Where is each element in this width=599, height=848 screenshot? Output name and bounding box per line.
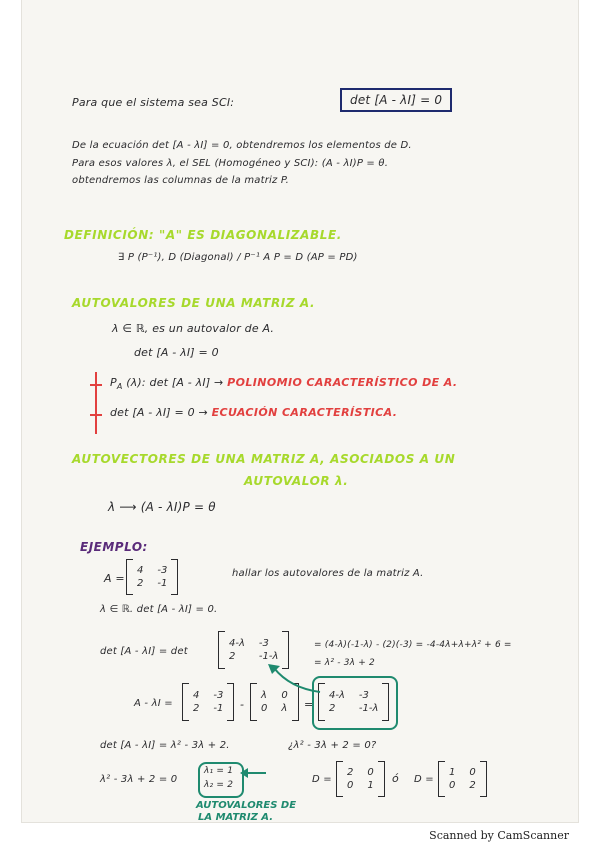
det-m22: -1-λ [258,651,279,662]
roots [204,764,233,792]
d2-12: 0 [469,767,476,778]
s1-22: -1 [213,703,224,714]
poly-red: POLINOMIO CARACTERÍSTICO DE A. [227,376,458,389]
header-line: Para que el sistema sea SCI: [72,96,235,109]
red-tick-1 [90,384,102,386]
red-tick-2 [90,414,102,416]
d2-21: 0 [449,780,456,791]
note-line-1: AUTOVALORES DE [196,800,297,811]
a12: -3 [157,565,168,576]
d1-22: 1 [367,780,374,791]
det-lhs: det [A - λI] = det [100,646,188,657]
eigenvalues-line-2: det [A - λI] = 0 [134,346,219,359]
red-brace [95,372,97,434]
note-line-2: LA MATRIZ A. [198,812,274,823]
eq-lhs: det [A - λI] = 0 → [110,406,208,419]
det-m11: 4-λ [229,638,245,649]
d1-21: 0 [347,780,354,791]
intro-line-1: De la ecuación det [A - λI] = 0, obtendremos los elementos de D. [72,140,412,151]
s3-21: 2 [329,703,336,714]
d1-12: 0 [367,767,374,778]
a11: 4 [137,565,144,576]
matrix-a [126,560,178,594]
root-2: λ₂ = 2 [204,780,234,790]
or-text: ó [392,772,399,785]
sub-matrix-1 [182,684,234,720]
definition-title: DEFINICIÓN: "A" ES DIAGONALIZABLE. [64,228,342,242]
sub-equals: = [304,698,314,711]
poly-p: P [110,376,117,389]
definition-line: ∃ P (P⁻¹), D (Diagonal) / P⁻¹ A P = D (AP = PD) [118,252,358,263]
root-1: λ₁ = 1 [204,766,234,776]
eigenvalues-line-1: λ ∈ ℝ, es un autovalor de A. [112,322,275,335]
det-rhs-2: = λ² - 3λ + 2 [314,658,375,668]
d-label-1: D = [312,774,332,785]
scanner-footer: Scanned by CamScanner [429,829,569,842]
example-line-3b: ¿λ² - 3λ + 2 = 0? [288,740,377,751]
s2-22: λ [281,703,288,714]
poly-sub: A [116,382,123,392]
s2-12: 0 [281,690,288,701]
s2-21: 0 [261,703,268,714]
char-poly-line [110,376,457,391]
eigenvectors-title-2: AUTOVALOR λ. [244,474,349,488]
a21: 2 [137,578,144,589]
s1-11: 4 [193,690,200,701]
s3-11: 4-λ [329,690,345,701]
d1-11: 2 [347,767,354,778]
example-line-3a: det [A - λI] = λ² - 3λ + 2. [100,740,230,751]
eq-red: ECUACIÓN CARACTERÍSTICA. [211,406,398,419]
det-rhs-1: = (4-λ)(-1-λ) - (2)(-3) = -4-4λ+λ+λ² + 6 = [314,640,512,650]
d-label-2: D = [414,774,434,785]
eigenvectors-title-1: AUTOVECTORES DE UNA MATRIZ A, ASOCIADOS A UN [72,452,456,466]
s3-22: -1-λ [358,703,379,714]
header-box: det [A - λI] = 0 [340,88,452,112]
sub-lhs: A - λI = [134,698,173,709]
example-title: EJEMPLO: [80,540,148,554]
teal-arrow-left [238,766,268,780]
s1-12: -3 [213,690,224,701]
d-matrix-1 [336,762,385,796]
example-line-4a: λ² - 3λ + 2 = 0 [100,774,178,785]
eigenvalues-title: AUTOVALORES DE UNA MATRIZ A. [72,296,316,310]
d2-11: 1 [449,767,456,778]
matrix-a-label: A = [104,572,125,585]
d2-22: 2 [469,780,476,791]
example-task: hallar los autovalores de la matriz A. [232,568,424,579]
s3-12: -3 [358,690,369,701]
det-m21: 2 [229,651,236,662]
d-matrix-2 [438,762,487,796]
intro-line-2: Para esos valores λ, el SEL (Homogéneo y SCI): (A - λI)P = θ. [72,158,389,169]
poly-mid: (λ): det [A - λI] → [126,376,224,389]
det-m12: -3 [258,638,269,649]
eigenvectors-line: λ ⟶ (A - λI)P = θ [108,500,216,514]
example-line-1: λ ∈ ℝ. det [A - λI] = 0. [100,604,218,615]
char-eq-line [110,406,397,419]
teal-arrow-up [260,660,330,700]
s1-21: 2 [193,703,200,714]
intro-line-3: obtendremos las columnas de la matriz P. [72,175,290,186]
a22: -1 [157,578,168,589]
s2-11: λ [261,690,267,701]
sub-minus: - [240,698,245,711]
